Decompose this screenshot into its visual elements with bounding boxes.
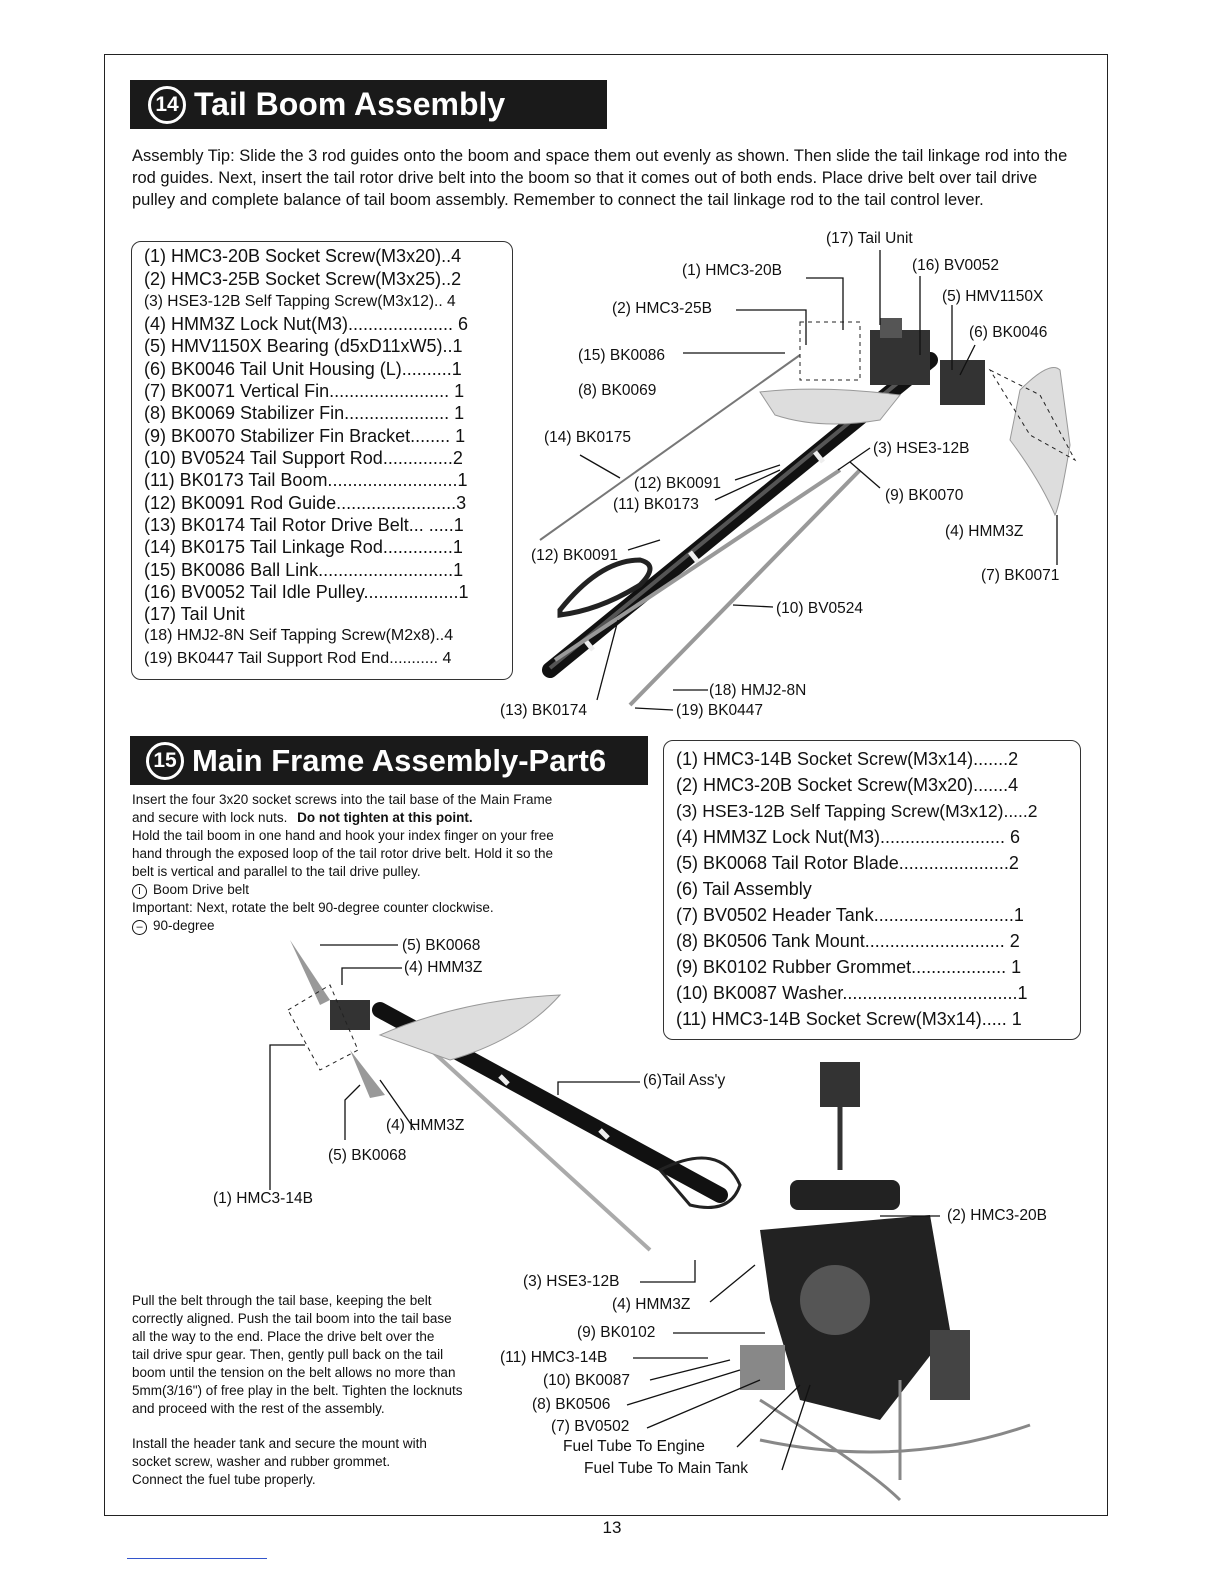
header-tank-text-line: Install the header tank and secure the mount with <box>132 1436 427 1451</box>
section-14-title: Tail Boom Assembly <box>194 86 506 122</box>
part-row: (17) Tail Unit <box>144 604 245 624</box>
instruction-text: 90-degree <box>153 918 215 933</box>
part-row: (13) BK0174 Tail Rotor Drive Belt... .....1 <box>144 515 464 535</box>
footer-rule <box>127 1558 267 1559</box>
helicopter-body-drawing <box>627 1062 1030 1500</box>
callout-16: (16) BV0052 <box>912 257 1000 274</box>
callout-4c: (4) HMM3Z <box>612 1296 691 1313</box>
part-row: (9) BK0070 Stabilizer Fin Bracket........ 1 <box>144 426 466 446</box>
fuel-tube-tank-label: Fuel Tube To Main Tank <box>584 1460 748 1477</box>
part-row: (6) BK0046 Tail Unit Housing (L)..........1 <box>144 359 462 379</box>
pull-text-line: correctly aligned. Push the tail boom into the tail base <box>132 1311 452 1326</box>
callout-5: (5) HMV1150X <box>942 288 1044 305</box>
callout-7: (7) BK0071 <box>981 567 1060 584</box>
callout-15: (15) BK0086 <box>578 347 666 364</box>
callout-17: (17) Tail Unit <box>826 230 913 247</box>
callout-8: (8) BK0506 <box>532 1396 611 1413</box>
callout-11: (11) HMC3-14B <box>500 1349 608 1366</box>
callout-10: (10) BV0524 <box>776 600 864 617</box>
instruction-line <box>132 917 215 935</box>
callout-1: (1) HMC3-20B <box>682 262 782 279</box>
section-15-title: Main Frame Assembly-Part6 <box>192 742 607 778</box>
callout-4a: (4) HMM3Z <box>404 959 483 976</box>
callout-8: (8) BK0069 <box>578 382 657 399</box>
part-row: (19) BK0447 Tail Support Rod End........... 4 <box>144 650 452 667</box>
part-row: (3) HSE3-12B Self Tapping Screw(M3x12).. 4 <box>144 293 456 310</box>
part-row: (6) Tail Assembly <box>676 879 812 899</box>
part-row: (11) HMC3-14B Socket Screw(M3x14)..... 1 <box>676 1009 1022 1029</box>
instruction-line: Important: Next, rotate the belt 90-degree counter clockwise. <box>132 900 494 915</box>
assembly-tip: Assembly Tip: Slide the 3 rod guides onto the boom and space them out evenly as shown. Then slide the tail linkage rod into the rod guides. Next, insert the tail rotor drive belt into the boom so that it comes out of both ends. Place drive belt over tail drive pulley and complete balance of tail boom assembly. Remember to connect the tail linkage rod to the tail control lever. <box>132 147 1068 209</box>
callout-2: (2) HMC3-20B <box>947 1207 1047 1224</box>
instruction-warning: Do not tighten at this point. <box>297 810 473 825</box>
callout-3: (3) HSE3-12B <box>873 440 970 457</box>
part-row: (4) HMM3Z Lock Nut(M3)......................... 6 <box>676 827 1021 847</box>
circle-minus-icon: – <box>132 920 147 935</box>
section-14-number: 14 <box>148 86 186 124</box>
instruction-line: belt is vertical and parallel to the tail drive pulley. <box>132 864 421 879</box>
instruction-line: hand through the exposed loop of the tail rotor drive belt. Hold it so the <box>132 846 554 861</box>
part-row: (7) BK0071 Vertical Fin........................ 1 <box>144 381 465 401</box>
instruction-text: and secure with lock nuts. <box>132 810 288 825</box>
part-row: (14) BK0175 Tail Linkage Rod..............1 <box>144 537 463 557</box>
part-row: (9) BK0102 Rubber Grommet................... 1 <box>676 957 1022 977</box>
instruction-line: Hold the tail boom in one hand and hook your index finger on your free <box>132 828 554 843</box>
instruction-text: Boom Drive belt <box>153 882 250 897</box>
part-row: (5) BK0068 Tail Rotor Blade......................2 <box>676 853 1019 873</box>
callout-9: (9) BK0102 <box>577 1324 656 1341</box>
part-row: (11) BK0173 Tail Boom..........................1 <box>144 470 468 490</box>
callout-12b: (12) BK0091 <box>531 547 619 564</box>
callout-1: (1) HMC3-14B <box>213 1190 313 1207</box>
callout-18: (18) HMJ2-8N <box>709 682 807 699</box>
callout-6: (6) BK0046 <box>969 324 1048 341</box>
page-number: 13 <box>602 1518 622 1537</box>
section-15-parts-list <box>663 740 1081 1040</box>
callout-10: (10) BK0087 <box>543 1372 631 1389</box>
part-row: (2) HMC3-25B Socket Screw(M3x25)..2 <box>144 269 462 289</box>
callout-3: (3) HSE3-12B <box>523 1273 620 1290</box>
pull-text-line: tail drive spur gear. Then, gently pull back on the tail <box>132 1347 444 1362</box>
callout-14: (14) BK0175 <box>544 429 632 446</box>
part-row: (15) BK0086 Ball Link...........................1 <box>144 560 464 580</box>
pull-text-line: and proceed with the rest of the assembly. <box>132 1401 385 1416</box>
callout-13: (13) BK0174 <box>500 702 588 719</box>
circle-i-icon: I <box>132 884 147 899</box>
callout-5b: (5) BK0068 <box>328 1147 407 1164</box>
part-row: (5) HMV1150X Bearing (d5xD11xW5)..1 <box>144 336 463 356</box>
part-row: (7) BV0502 Header Tank............................1 <box>676 905 1024 925</box>
part-row: (8) BK0506 Tank Mount............................ 2 <box>676 931 1020 951</box>
callout-9: (9) BK0070 <box>885 487 964 504</box>
part-row: (10) BK0087 Washer...................................1 <box>676 983 1028 1003</box>
pull-text-line: boom until the tension on the belt allows no more than <box>132 1365 456 1380</box>
instruction-line: Insert the four 3x20 socket screws into the tail base of the Main Frame <box>132 792 553 807</box>
callout-2: (2) HMC3-25B <box>612 300 712 317</box>
part-row: (2) HMC3-20B Socket Screw(M3x20).......4 <box>676 775 1019 795</box>
part-row: (1) HMC3-14B Socket Screw(M3x14).......2 <box>676 749 1019 769</box>
part-row: (4) HMM3Z Lock Nut(M3)..................... 6 <box>144 314 469 334</box>
pull-text-line: Pull the belt through the tail base, keeping the belt <box>132 1293 432 1308</box>
callout-4b: (4) HMM3Z <box>386 1117 465 1134</box>
part-row: (18) HMJ2-8N Seif Tapping Screw(M2x8)..4 <box>144 627 454 644</box>
header-tank-text-line: Connect the fuel tube properly. <box>132 1472 316 1487</box>
section-15-banner <box>130 736 648 785</box>
part-row: (3) HSE3-12B Self Tapping Screw(M3x12).....2 <box>676 801 1038 821</box>
header-tank-text-line: socket screw, washer and rubber grommet. <box>132 1454 391 1469</box>
callout-6-tail-assy: (6)Tail Ass'y <box>643 1072 726 1089</box>
part-row: (1) HMC3-20B Socket Screw(M3x20)..4 <box>144 246 462 266</box>
instruction-line <box>132 881 249 899</box>
pull-text-line: all the way to the end. Place the drive belt over the <box>132 1329 435 1344</box>
pull-text-line: 5mm(3/16") of free play in the belt. Tighten the locknuts <box>132 1383 463 1398</box>
callout-11: (11) BK0173 <box>613 496 699 513</box>
part-row: (12) BK0091 Rod Guide........................3 <box>144 493 467 513</box>
part-row: (16) BV0052 Tail Idle Pulley...................1 <box>144 582 469 602</box>
part-row: (10) BV0524 Tail Support Rod..............2 <box>144 448 463 468</box>
callout-7: (7) BV0502 <box>551 1418 630 1435</box>
tail-boom-drawing-14 <box>540 250 1075 710</box>
section-15-number: 15 <box>146 742 184 780</box>
callout-19: (19) BK0447 <box>676 702 764 719</box>
fuel-tube-engine-label: Fuel Tube To Engine <box>563 1438 705 1455</box>
callout-4: (4) HMM3Z <box>945 523 1024 540</box>
part-row: (8) BK0069 Stabilizer Fin..................... 1 <box>144 403 465 423</box>
callout-5a: (5) BK0068 <box>402 937 481 954</box>
callout-12a: (12) BK0091 <box>634 475 722 492</box>
instruction-line <box>132 809 473 827</box>
